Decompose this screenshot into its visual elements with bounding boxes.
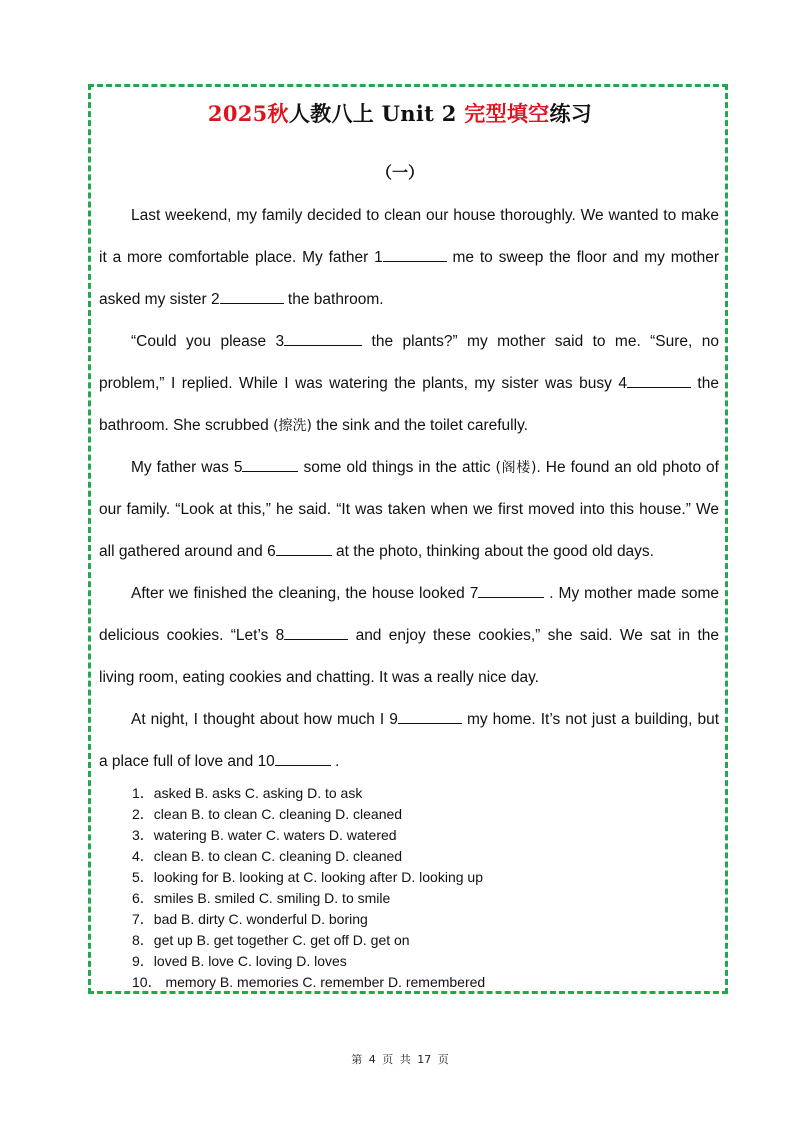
option-row <box>132 825 692 846</box>
paragraph-2 <box>99 321 719 447</box>
text-run: my home. It’s not just a building, but a place full of love and <box>99 711 720 770</box>
blank-number: 10 <box>257 753 275 770</box>
blank-number: 3 <box>275 333 285 350</box>
text-run: . <box>330 753 340 770</box>
option-number: 8． <box>132 932 154 948</box>
option-choices: bad B. dirty C. wonderful D. boring <box>153 911 368 927</box>
blank-line <box>220 287 284 304</box>
text-run: After we finished the cleaning, the house looked <box>131 585 470 602</box>
paragraph-1 <box>99 195 719 321</box>
blank-line <box>284 329 362 346</box>
option-choices: smiles B. smiled C. smiling D. to smile <box>153 890 391 906</box>
text-run: some old things in the attic <box>298 459 496 476</box>
blank-number: 1 <box>374 249 383 266</box>
option-number: 7． <box>132 911 154 927</box>
blank-number: 2 <box>210 291 220 308</box>
option-number: 3． <box>132 827 154 843</box>
paragraph-5 <box>99 699 719 783</box>
text-run: the bathroom. She scrubbed <box>99 375 719 434</box>
answer-options-list <box>132 783 692 993</box>
option-number: 10． <box>132 974 162 990</box>
text-run: Last weekend, my family decided to clean our house thoroughly. We wanted to make it a more comfortable place. My father <box>99 207 719 266</box>
chinese-gloss: (阁楼) <box>495 460 537 476</box>
option-row <box>132 909 692 930</box>
text-run: the sink and the toilet carefully. <box>312 417 528 434</box>
blank-number: 5 <box>233 459 243 476</box>
text-run: me to sweep the floor and my mother asked my sister <box>99 249 719 308</box>
option-row <box>132 951 692 972</box>
blank-number: 7 <box>469 585 479 602</box>
option-number: 9． <box>132 953 154 969</box>
cloze-passage <box>99 195 719 783</box>
title-textbook-unit: 人教八上 Unit 2 <box>288 101 465 126</box>
blank-line <box>383 245 447 262</box>
option-row <box>132 930 692 951</box>
blank-number: 9 <box>389 711 398 728</box>
blank-number: 6 <box>267 543 276 560</box>
title-practice: 练习 <box>549 101 593 126</box>
text-run: My father was <box>131 459 234 476</box>
text-run: and enjoy these cookies,” she said. We sat in the living room, eating cookies and chatting. It was a really nice day. <box>99 627 719 686</box>
text-run: “Could you please <box>131 333 276 350</box>
paragraph-3 <box>99 447 719 573</box>
option-row <box>132 972 692 993</box>
option-number: 1． <box>132 785 154 801</box>
text-run: the plants?” my mother said to me. “Sure, no problem,” I replied. While I was watering the plants, my sister was busy <box>99 333 719 392</box>
blank-line <box>284 623 348 640</box>
option-choices: watering B. water C. waters D. watered <box>153 827 397 843</box>
text-run: at the photo, thinking about the good old days. <box>331 543 654 560</box>
option-row <box>132 846 692 867</box>
option-row <box>132 888 692 909</box>
option-number: 6． <box>132 890 154 906</box>
option-choices: loved B. love C. loving D. loves <box>153 953 347 969</box>
option-choices: clean B. to clean C. cleaning D. cleaned <box>153 848 403 864</box>
page-title <box>0 98 800 128</box>
option-row <box>132 783 692 804</box>
blank-line <box>478 581 544 598</box>
option-choices: memory B. memories C. remember D. remembered <box>161 974 486 990</box>
text-run: . He found an old photo of our family. “Look at this,” he said. “It was taken when we first moved into this house.” We all gathered around and <box>99 459 719 560</box>
blank-line <box>275 749 331 766</box>
blank-line <box>398 707 462 724</box>
blank-line <box>242 455 298 472</box>
option-row <box>132 804 692 825</box>
option-choices: clean B. to clean C. cleaning D. cleaned <box>153 806 403 822</box>
page-footer: 第 4 页 共 17 页 <box>351 1053 449 1066</box>
option-row <box>132 867 692 888</box>
blank-number: 8 <box>275 627 285 644</box>
blank-number: 4 <box>618 375 627 392</box>
text-run: At night, I thought about how much I <box>131 711 390 728</box>
option-choices: asked B. asks C. asking D. to ask <box>153 785 363 801</box>
chinese-gloss: (擦洗) <box>273 418 312 434</box>
paragraph-4 <box>99 573 719 699</box>
title-year-season: 2025秋 <box>207 101 289 126</box>
title-exercise-type: 完型填空 <box>464 101 550 126</box>
blank-line <box>627 371 691 388</box>
section-number: （一） <box>375 163 424 182</box>
option-choices: looking for B. looking at C. looking after D. looking up <box>153 869 483 885</box>
option-number: 5． <box>132 869 154 885</box>
option-choices: get up B. get together C. get off D. get on <box>153 932 410 948</box>
option-number: 4． <box>132 848 154 864</box>
text-run: . My mother made some delicious cookies. “Let’s <box>99 585 719 644</box>
text-run: the bathroom. <box>283 291 384 308</box>
option-number: 2． <box>132 806 154 822</box>
blank-line <box>276 539 332 556</box>
